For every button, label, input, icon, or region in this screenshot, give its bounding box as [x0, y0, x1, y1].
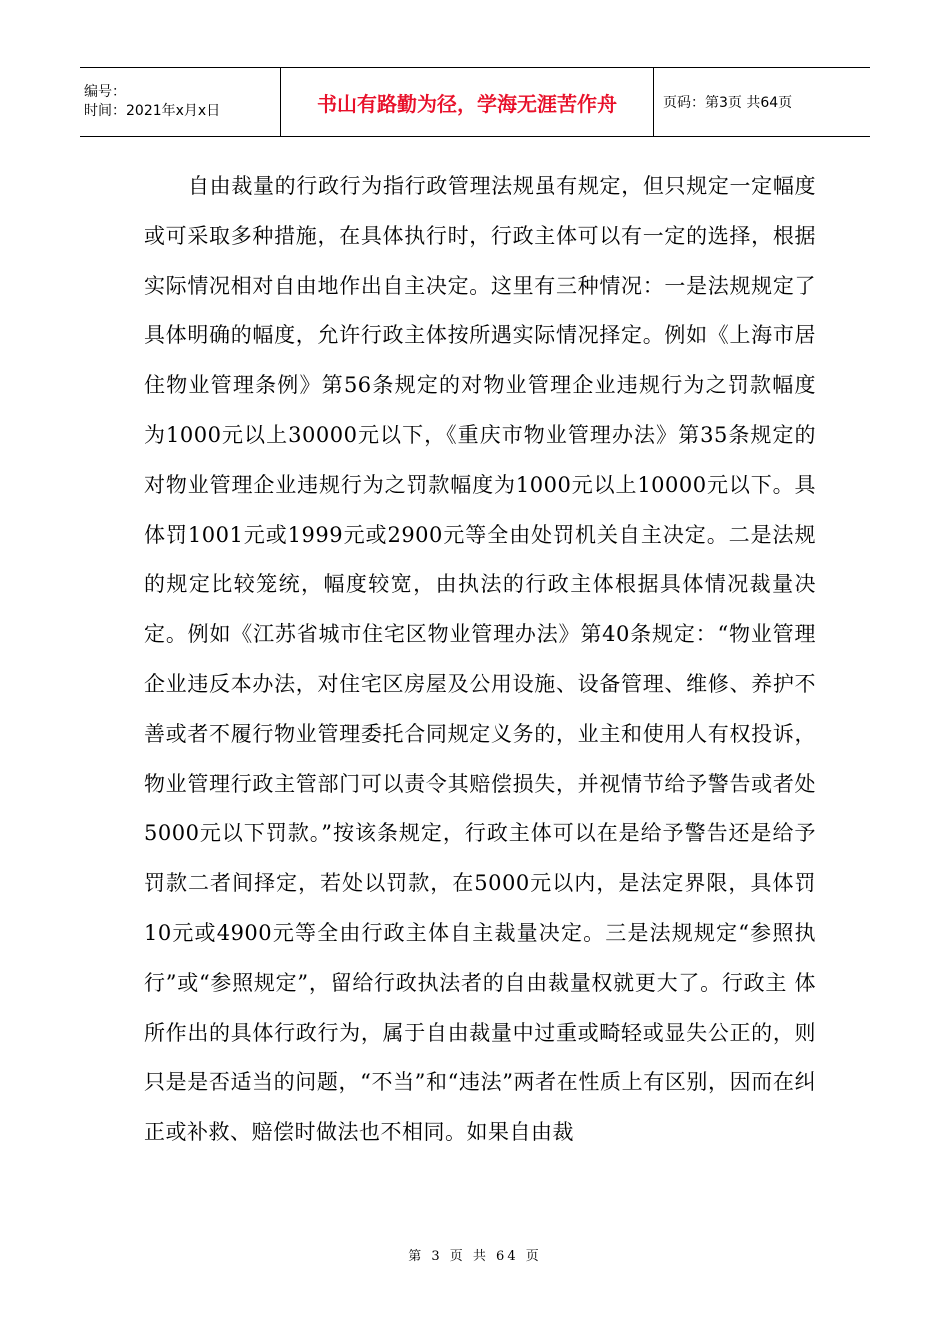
header-motto: 书山有路勤为径，学海无涯苦作舟 — [281, 68, 654, 136]
header-page-number: 页码：第3页 共64页 — [663, 95, 793, 111]
body-paragraph: 自由裁量的行政行为指行政管理法规虽有规定，但只规定一定幅度或可采取多种措施，在具体执行时，行政主体可以有一定的选择，根据实际情况相对自由地作出自主决定。这里有三种情况：一是法规规定了具体明确的幅度，允许行政主体按所遇实际情况择定。例如《上海市居住物业管理条例》第56条规定的对物业管理企业违规行为之罚款幅度为1000元以上30000元以下，《重庆市物业管理办法》第35条规定的对物业管理企业违规行为之罚款幅度为1000元以上10000元以下。具体罚1001元或1999元或2900元等全由处罚机关自主决定。二是法规的规定比较笼统，幅度较宽，由执法的行政主体根据具体情况裁量决定。例如《江苏省城市住宅区物业管理办法》第40条规定：“物业管理企业违反本办法，对住宅区房屋及公用设施、设备管理、维修、养护不善或者不履行物业管理委托合同规定义务的，业主和使用人有权投诉，物业管理行政主管部门可以责令其赔偿损失，并视情节给予警告或者处5000元以下罚款。”按该条规定，行政主体可以在是给予警告还是给予罚款二者间择定，若处以罚款，在5000元以内，是法定界限，具体罚10元或4900元等全由行政主体自主裁量决定。三是法规规定“参照执行”或“参照规定”，留给行政执法者的自由裁量权就更大了。行政主 体所作出的具体行政行为，属于自由裁量中过重或畸轻或显失公正的，则只是是否适当的问题，“不当”和“违法”两者在性质上有区别，因而在纠正或补救、赔偿时做法也不相同。如果自由裁 — [144, 174, 816, 1145]
document-time-label: 时间：2021年x月x日 — [84, 103, 221, 119]
header-meta — [80, 68, 281, 136]
document-number-label: 编号： — [84, 84, 126, 100]
page-footer: 第 3 页 共 64 页 — [408, 1249, 542, 1264]
document-body — [144, 162, 816, 1158]
page-header — [80, 67, 870, 137]
